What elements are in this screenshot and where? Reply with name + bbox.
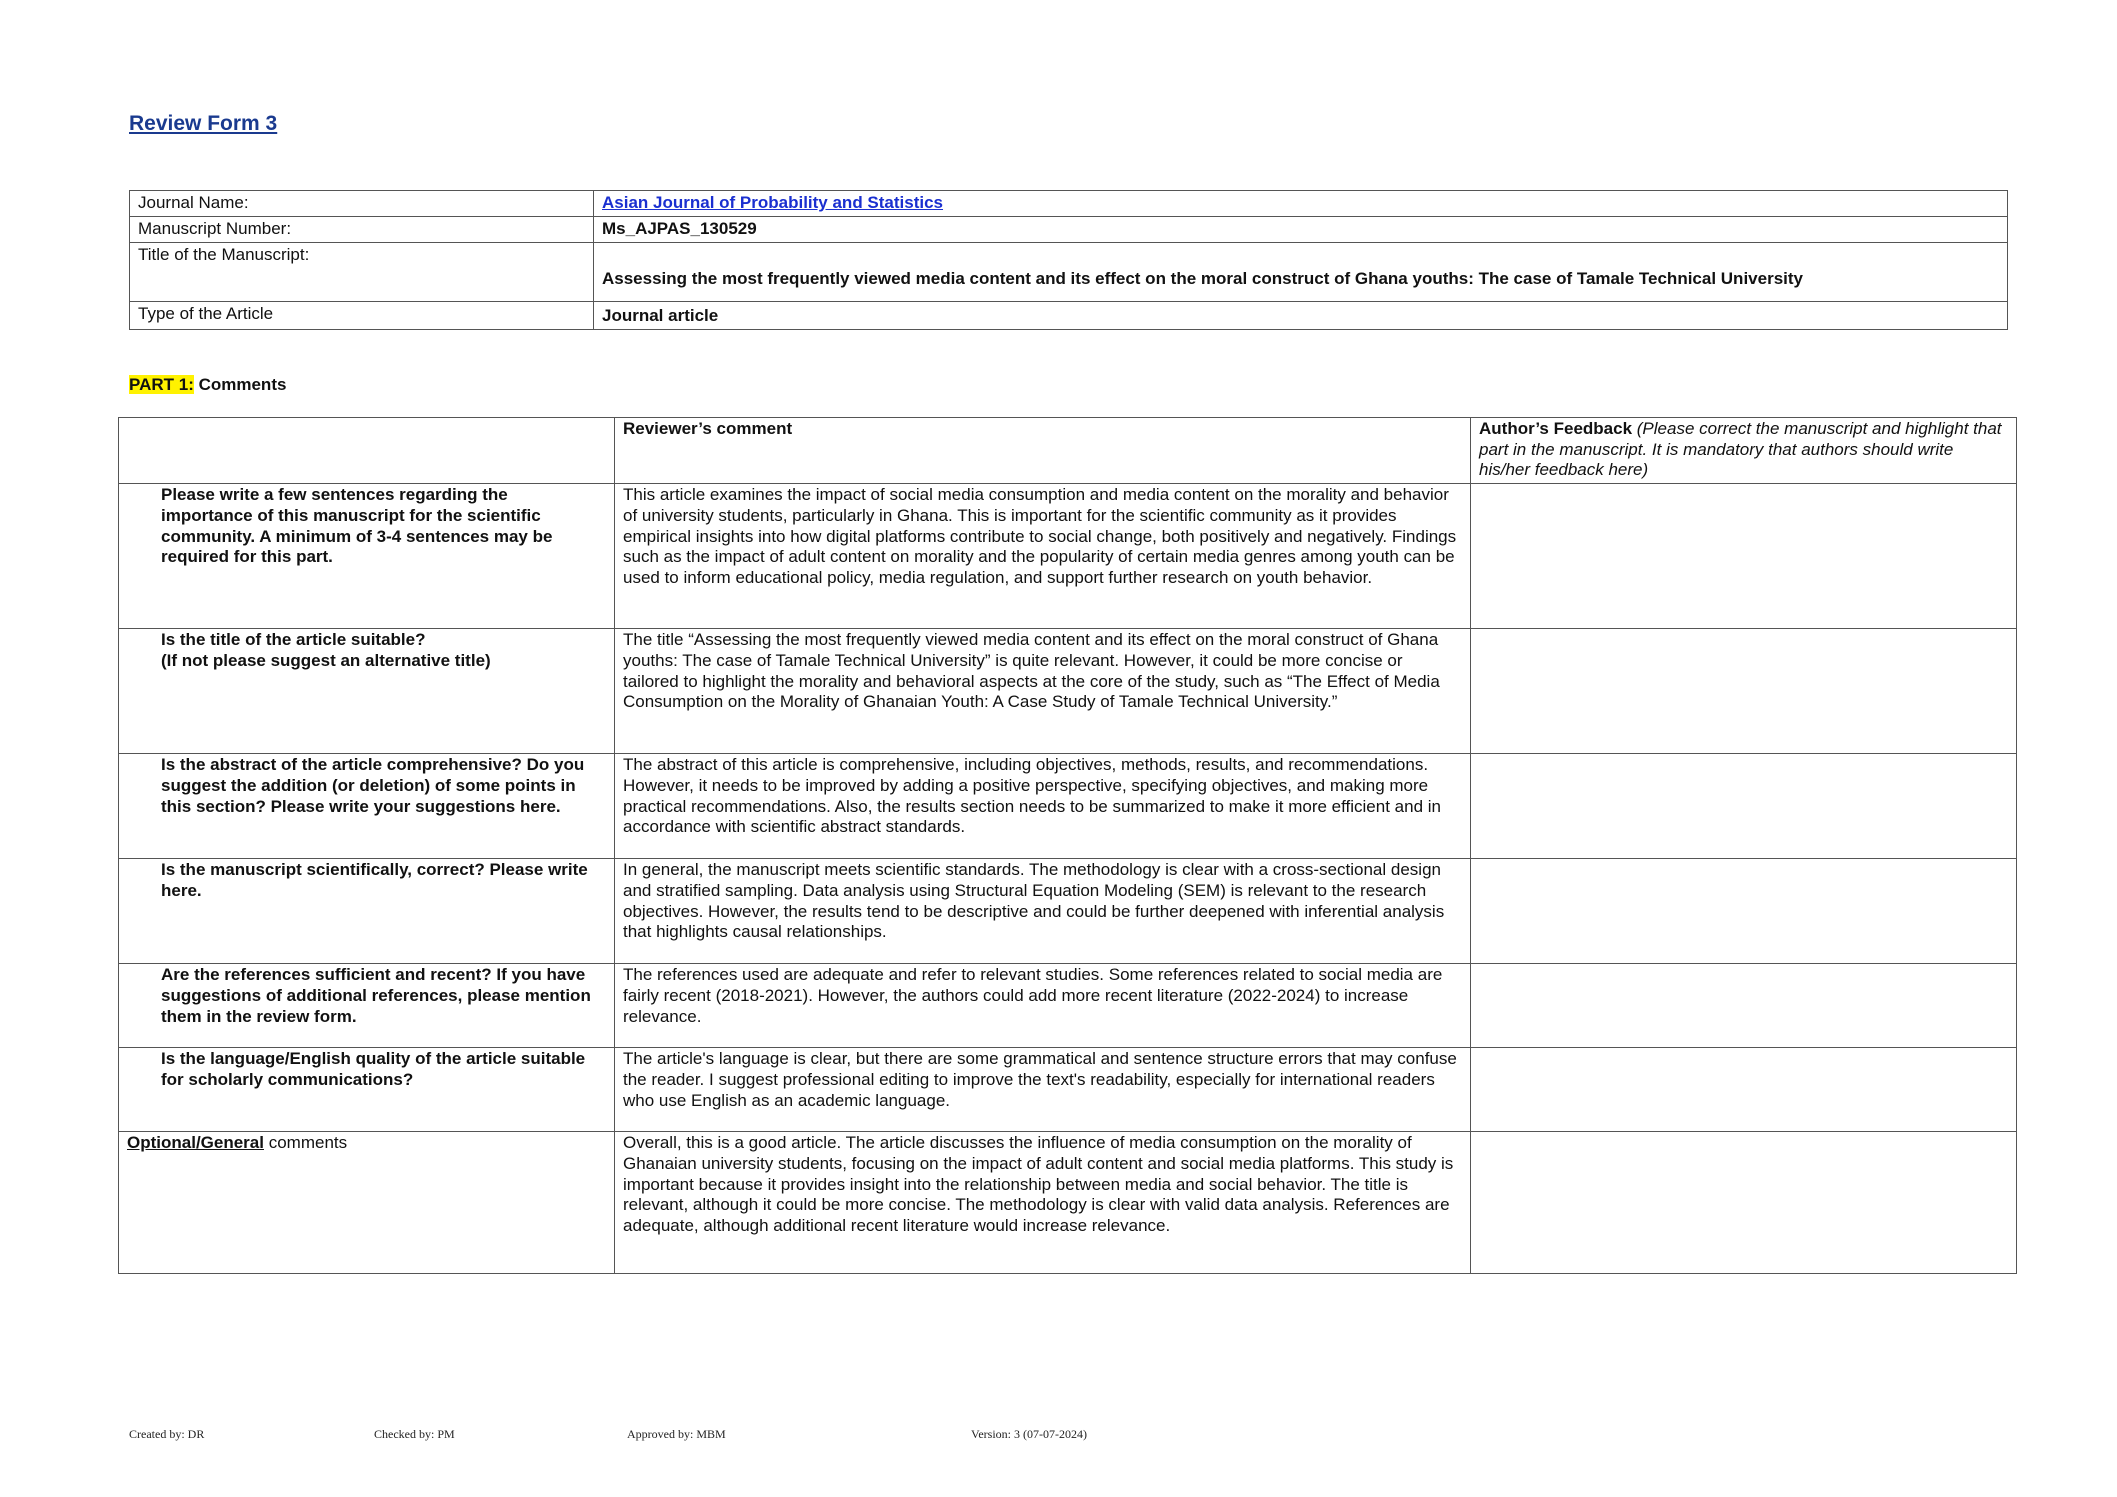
reviewer-comment-cell: The title “Assessing the most frequently viewed media content and its effect on the moral construct of Ghana youths: The case of Tamale Technical University” is quite relevant. However, it could be more concise or tailored to highlight the morality and behavioral aspects at the core of the study, such as “The Effect of Media Consumption on the Morality of Ghanaian Youth: A Case Study of Tamale Technical University.” xyxy=(615,629,1471,754)
optional-comment-row xyxy=(119,1132,2017,1274)
question-cell: Are the references sufficient and recent? If you have suggestions of additional references, please mention them in the review form. xyxy=(119,964,615,1048)
article-type-value: Journal article xyxy=(594,302,2008,330)
comment-row xyxy=(119,859,2017,964)
author-feedback-header-title: Author’s Feedback xyxy=(1479,419,1633,438)
optional-label-cell xyxy=(119,1132,615,1274)
manuscript-title-value: Assessing the most frequently viewed media content and its effect on the moral construct of Ghana youths: The case of Tamale Technical University xyxy=(594,243,2008,302)
manuscript-number-row xyxy=(130,217,2008,243)
reviewer-comment-cell: The abstract of this article is comprehensive, including objectives, methods, results, and recommendations. However, it needs to be improved by adding a positive perspective, specifying objectives, and making more practical recommendations. Also, the results section needs to be summarized to make it more efficient and in accordance with scientific abstract standards. xyxy=(615,754,1471,859)
comment-row xyxy=(119,484,2017,629)
comments-header-row xyxy=(119,418,2017,484)
footer-version: Version: 3 (07-07-2024) xyxy=(971,1427,1087,1441)
optional-general-label: Optional/General xyxy=(127,1133,264,1153)
question-line: (If not please suggest an alternative title) xyxy=(161,650,491,670)
author-feedback-cell[interactable] xyxy=(1471,754,2017,859)
manuscript-title-label: Title of the Manuscript: xyxy=(130,243,594,302)
reviewer-comment-cell: In general, the manuscript meets scientific standards. The methodology is clear with a cross-sectional design and stratified sampling. Data analysis using Structural Equation Modeling (SEM) is relevant to the research objectives. However, the results tend to be descriptive and could be further deepened with inferential analysis that highlights causal relationships. xyxy=(615,859,1471,964)
part-1-tag: PART 1: xyxy=(129,375,194,394)
question-cell: Is the abstract of the article comprehensive? Do you suggest the addition (or deletion) of some points in this section? Please write your suggestions here. xyxy=(119,754,615,859)
reviewer-comment-cell: The references used are adequate and refer to relevant studies. Some references related to social media are fairly recent (2018-2021). However, the authors could add more recent literature (2022-2024) to increase relevance. xyxy=(615,964,1471,1048)
manuscript-number-label: Manuscript Number: xyxy=(130,217,594,243)
manuscript-number-value: Ms_AJPAS_130529 xyxy=(594,217,2008,243)
journal-name-label: Journal Name: xyxy=(130,191,594,217)
author-feedback-cell[interactable] xyxy=(1471,964,2017,1048)
manuscript-info-table xyxy=(129,190,2008,330)
comment-row xyxy=(119,964,2017,1048)
question-cell: Is the language/English quality of the article suitable for scholarly communications? xyxy=(119,1048,615,1132)
form-title: Review Form 3 xyxy=(129,112,278,135)
part-1-heading xyxy=(129,375,286,395)
footer-created-by: Created by: DR xyxy=(129,1427,205,1441)
journal-name-link[interactable]: Asian Journal of Probability and Statistics xyxy=(594,191,2008,217)
author-feedback-cell[interactable] xyxy=(1471,484,2017,629)
optional-comments-label: comments xyxy=(263,1133,348,1153)
question-cell xyxy=(119,629,615,754)
question-cell: Is the manuscript scientifically, correct? Please write here. xyxy=(119,859,615,964)
footer-approved-by: Approved by: MBM xyxy=(627,1427,726,1441)
author-feedback-cell[interactable] xyxy=(1471,629,2017,754)
comment-row xyxy=(119,1048,2017,1132)
optional-comment-cell: Overall, this is a good article. The article discusses the influence of media consumption on the morality of Ghanaian university students, focusing on the impact of adult content and social media platforms. This study is important because it provides insight into the relationship between media and social behavior. The title is relevant, although it could be more concise. The methodology is clear with valid data analysis. References are adequate, although additional recent literature would increase relevance. xyxy=(615,1132,1471,1274)
journal-name-row xyxy=(130,191,2008,217)
comment-row xyxy=(119,629,2017,754)
article-type-label: Type of the Article xyxy=(130,302,594,330)
question-cell: Please write a few sentences regarding the importance of this manuscript for the scientific community. A minimum of 3-4 sentences may be required for this part. xyxy=(119,484,615,629)
author-feedback-cell[interactable] xyxy=(1471,859,2017,964)
article-type-row xyxy=(130,302,2008,330)
part-1-label: Comments xyxy=(193,375,287,394)
footer-checked-by: Checked by: PM xyxy=(374,1427,455,1441)
question-line: Is the title of the article suitable? xyxy=(161,630,426,650)
header-blank-cell xyxy=(119,418,615,484)
reviewer-comment-cell: This article examines the impact of social media consumption and media content on the morality and behavior of university students, particularly in Ghana. This is important for the scientific community as it provides empirical insights into how digital platforms contribute to social change, both positively and negatively. Findings such as the impact of adult content on morality and the popularity of certain media genres among youth can be used to inform educational policy, media regulation, and support further research on youth behavior. xyxy=(615,484,1471,629)
comments-table xyxy=(118,417,2017,1274)
author-feedback-cell[interactable] xyxy=(1471,1048,2017,1132)
reviewer-comment-cell: The article's language is clear, but there are some grammatical and sentence structure errors that may confuse the reader. I suggest professional editing to improve the text's readability, especially for international readers who use English as an academic language. xyxy=(615,1048,1471,1132)
author-feedback-header xyxy=(1471,418,2017,484)
reviewer-comment-header: Reviewer’s comment xyxy=(615,418,1471,484)
manuscript-title-row xyxy=(130,243,2008,302)
author-feedback-cell[interactable] xyxy=(1471,1132,2017,1274)
author-feedback-header-note: (Please correct the manuscript and highlight that part in the manuscript. It is mandatory that authors should write his/her feedback here) xyxy=(1479,419,2002,480)
comment-row xyxy=(119,754,2017,859)
